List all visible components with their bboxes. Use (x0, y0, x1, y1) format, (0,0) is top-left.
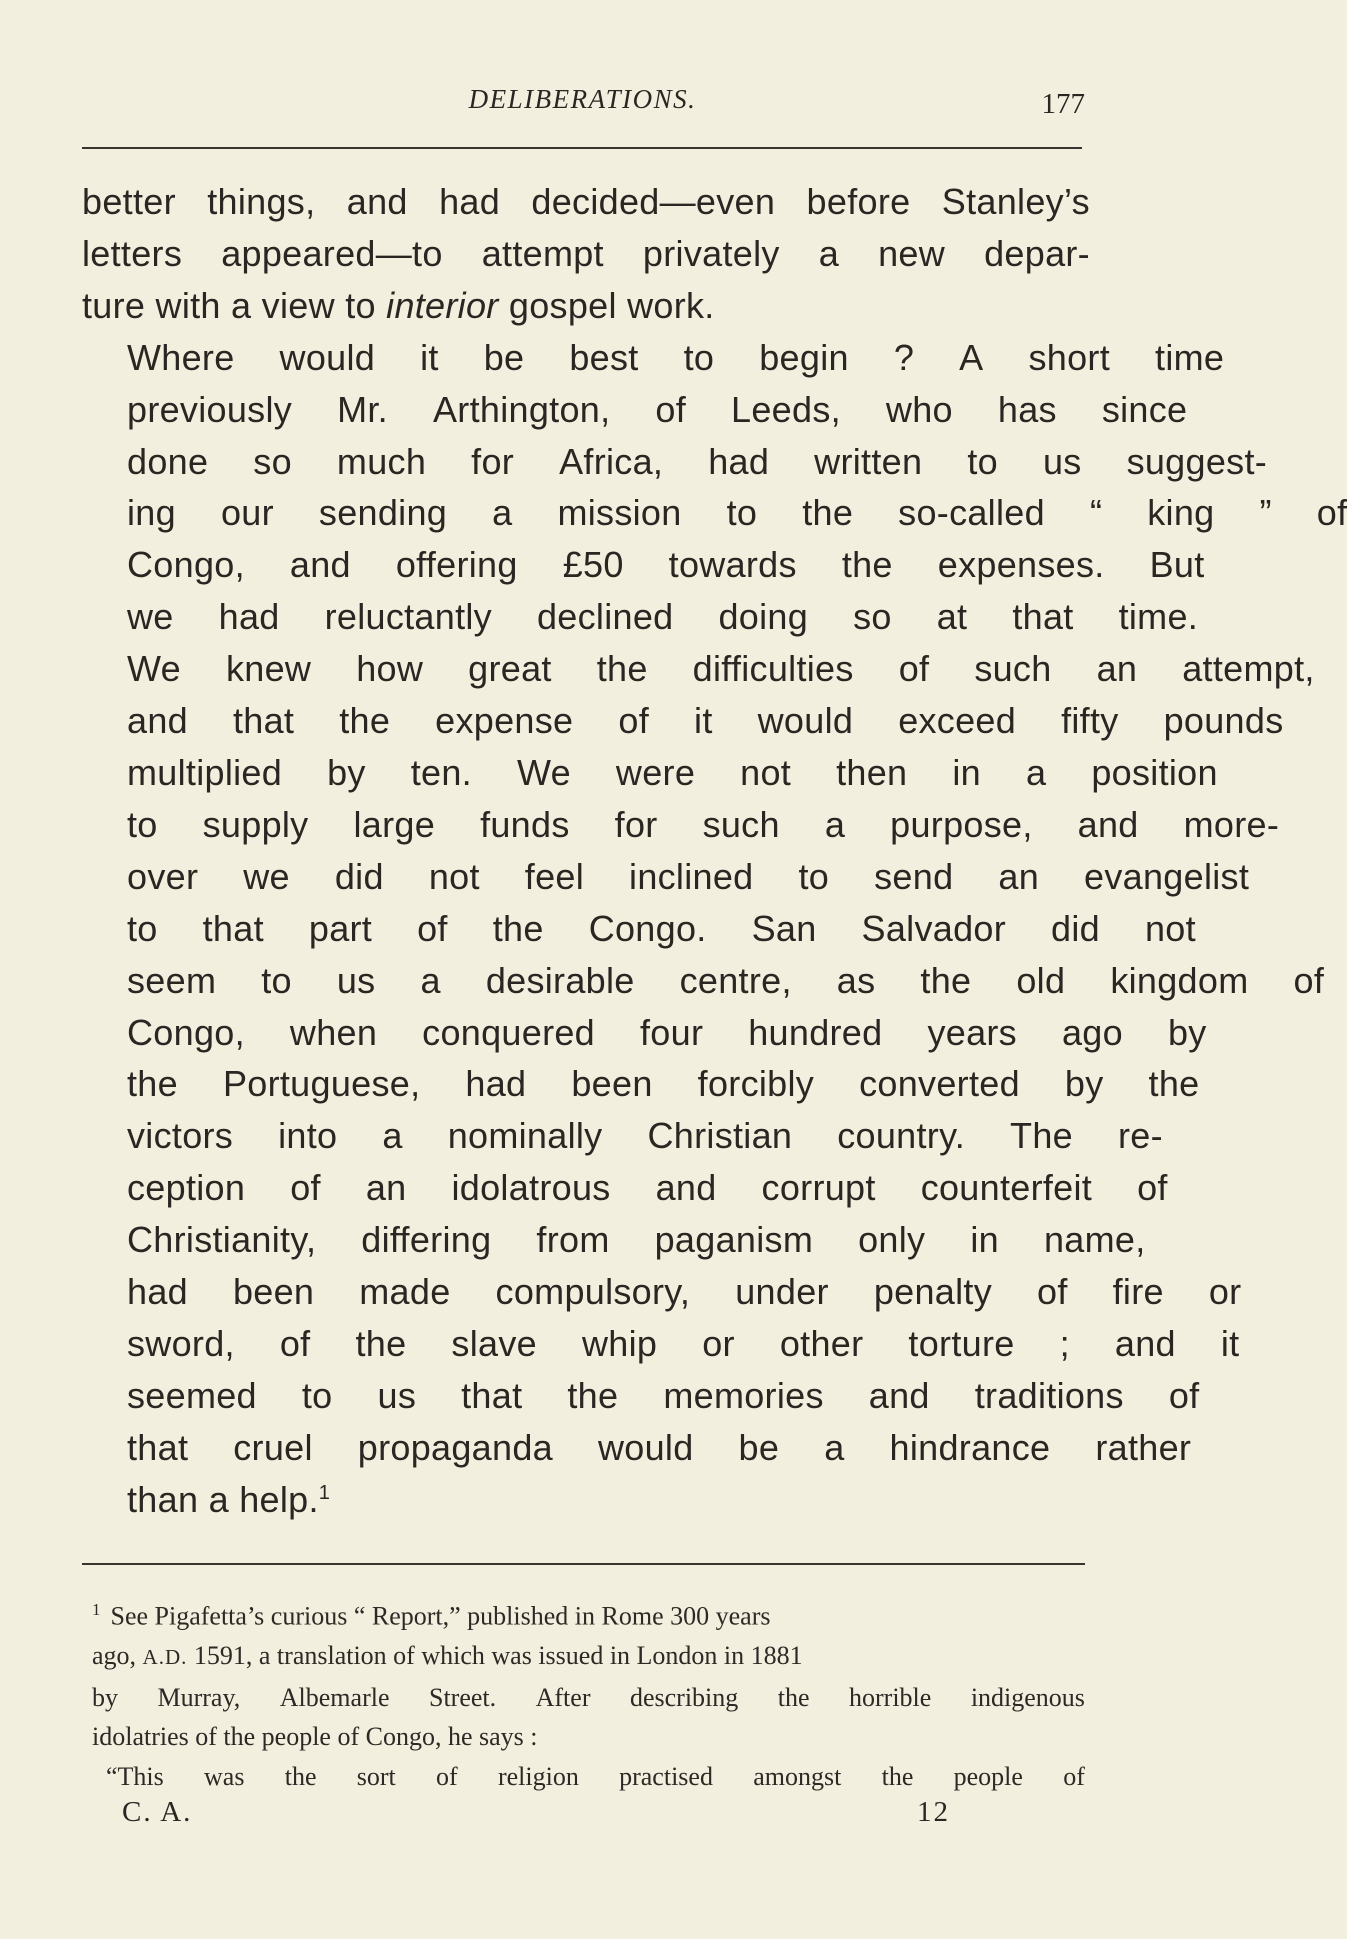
text-line: ception of an idolatrous and corrupt counterfeit of (127, 1167, 1168, 1209)
text-line: seemed to us that the memories and traditions of (127, 1374, 1200, 1416)
small-caps-text: A.D. (142, 1645, 188, 1670)
paragraph-1 (82, 176, 1090, 332)
text-line: done so much for Africa, had written to us suggest- (127, 440, 1268, 482)
text-line (82, 280, 1090, 332)
text-line: Congo, when conquered four hundred years ago by (127, 1011, 1207, 1053)
paragraph-2 (82, 332, 1347, 1526)
footnote-line: “This was the sort of religion practised amongst the people of (106, 1761, 1085, 1791)
italic-word: interior (386, 284, 499, 326)
text-line: Where would it be best to begin ? A short time (127, 336, 1225, 378)
text-line: ing our sending a mission to the so-called “ king ” of (127, 492, 1347, 534)
header-rule (82, 147, 1082, 149)
text-line: seem to us a desirable centre, as the old kingdom of (127, 959, 1325, 1001)
text-line: We knew how great the difficulties of such an attempt, (127, 648, 1315, 690)
text-line: we had reluctantly declined doing so at that time. (127, 596, 1199, 638)
text-line: better things, and had decided—even before Stanley’s (82, 181, 1090, 222)
text-line: had been made compulsory, under penalty of fire or (127, 1271, 1242, 1313)
running-head (80, 80, 1085, 130)
footnote-line: idolatries of the people of Congo, he says : (92, 1722, 538, 1752)
text-line: multiplied by ten. We were not then in a position (127, 751, 1218, 793)
text-segment: ture with a view to (82, 284, 376, 326)
text-line: victors into a nominally Christian country. The re- (127, 1115, 1163, 1157)
text-line: sword, of the slave whip or other torture ; and it (127, 1322, 1240, 1364)
text-line: Christianity, differing from paganism only in name, (127, 1219, 1146, 1261)
text-line: to that part of the Congo. San Salvador did not (127, 907, 1196, 949)
text-segment: than a help. (127, 1478, 319, 1520)
text-line: that cruel propaganda would be a hindrance rather (127, 1426, 1192, 1468)
footnote-line: ago, A.D. 1591, a translation of which was issued in London in 1881 (92, 1641, 803, 1671)
footnote (92, 1590, 1085, 1796)
text-line: over we did not feel inclined to send an evangelist (127, 855, 1250, 897)
footnote-line (92, 1590, 1085, 1636)
text-segment: gospel work. (508, 284, 715, 326)
footnote-rule (82, 1563, 1085, 1565)
text-line: to supply large funds for such a purpose, and more- (127, 803, 1280, 845)
footnote-marker: $^1$ See Pigafetta’s curious “ Report,” published in Rome 300 years (92, 1600, 771, 1631)
text-line: previously Mr. Arthington, of Leeds, who has since (127, 388, 1188, 430)
running-title: DELIBERATIONS. (468, 84, 697, 114)
text-line: the Portuguese, had been forcibly converted by the (127, 1063, 1200, 1105)
body-text (82, 176, 1347, 1526)
text-line: and that the expense of it would exceed fifty pounds (127, 700, 1284, 742)
page-number: 177 (1041, 88, 1085, 120)
signature-number: 12 (917, 1796, 950, 1828)
footnote-line: by Murray, Albemarle Street. After describing the horrible indigenous (92, 1682, 1085, 1712)
signature-mark: C. A. (122, 1796, 193, 1828)
text-line: letters appeared—to attempt privately a new depar- (82, 232, 1090, 274)
footnote-reference[interactable]: 1 (318, 1481, 331, 1504)
text-line: Congo, and offering £50 towards the expenses. But (127, 544, 1205, 586)
text-line (82, 1474, 1090, 1526)
